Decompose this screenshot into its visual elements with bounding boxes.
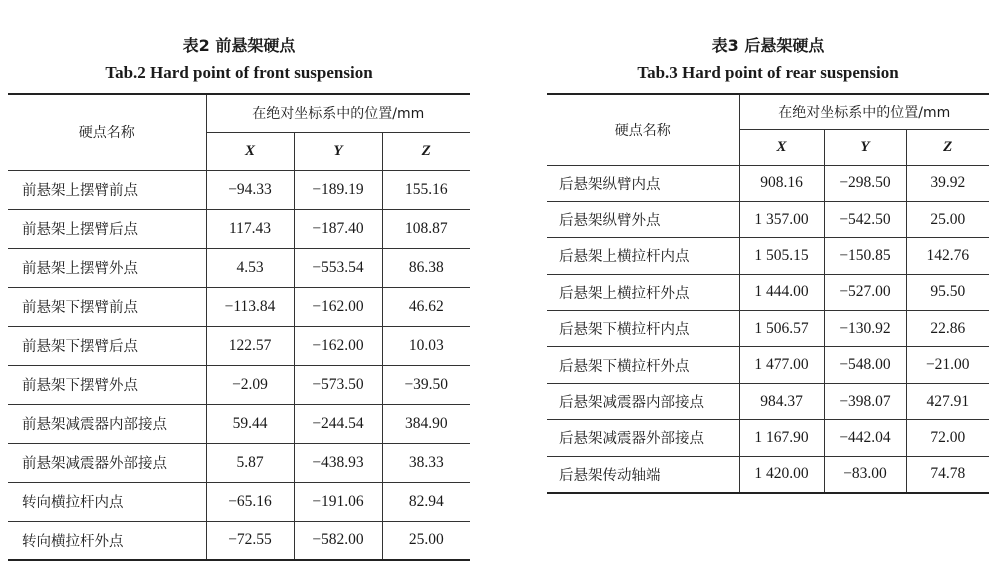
- y-value-cell: −191.06: [294, 482, 382, 521]
- header-position: 在绝对坐标系中的位置/mm: [206, 94, 470, 132]
- hardpoint-name-cell: 后悬架上横拉杆内点: [547, 238, 739, 274]
- hardpoint-name-cell: 前悬架上摆臂后点: [8, 209, 206, 248]
- header-hardpoint-name: 硬点名称: [8, 94, 206, 170]
- x-value-cell: 117.43: [206, 209, 294, 248]
- y-value-cell: −244.54: [294, 404, 382, 443]
- hardpoint-name-cell: 后悬架上横拉杆外点: [547, 274, 739, 310]
- z-value-cell: 95.50: [906, 274, 989, 310]
- y-value-cell: −189.19: [294, 170, 382, 209]
- x-value-cell: 1 477.00: [739, 347, 824, 383]
- y-value-cell: −162.00: [294, 326, 382, 365]
- table-row: [547, 238, 989, 274]
- x-value-cell: 1 167.90: [739, 420, 824, 456]
- x-value-cell: −94.33: [206, 170, 294, 209]
- header-axis-y: Y: [824, 129, 906, 165]
- table-row: [8, 287, 470, 326]
- hardpoint-name-cell: 前悬架下摆臂前点: [8, 287, 206, 326]
- z-value-cell: 82.94: [382, 482, 470, 521]
- y-value-cell: −162.00: [294, 287, 382, 326]
- y-value-cell: −187.40: [294, 209, 382, 248]
- table3-body: [547, 165, 989, 493]
- x-value-cell: 1 420.00: [739, 456, 824, 492]
- x-value-cell: 1 444.00: [739, 274, 824, 310]
- table2-caption-en: Tab.2 Hard point of front suspension: [105, 63, 373, 82]
- table-row: [547, 383, 989, 419]
- z-value-cell: 72.00: [906, 420, 989, 456]
- table3-caption-en: Tab.3 Hard point of rear suspension: [637, 63, 899, 82]
- y-value-cell: −442.04: [824, 420, 906, 456]
- header-axis-z: Z: [906, 129, 989, 165]
- table-row: [547, 201, 989, 237]
- x-value-cell: 1 505.15: [739, 238, 824, 274]
- y-value-cell: −542.50: [824, 201, 906, 237]
- hardpoint-name-cell: 后悬架传动轴端: [547, 456, 739, 492]
- header-hardpoint-name: 硬点名称: [547, 94, 739, 165]
- table-row: [8, 170, 470, 209]
- table-row: [547, 165, 989, 201]
- z-value-cell: 427.91: [906, 383, 989, 419]
- hardpoint-name-cell: 后悬架减震器外部接点: [547, 420, 739, 456]
- hardpoint-name-cell: 前悬架减震器内部接点: [8, 404, 206, 443]
- y-value-cell: −398.07: [824, 383, 906, 419]
- front-suspension-table: [8, 93, 470, 561]
- y-value-cell: −548.00: [824, 347, 906, 383]
- z-value-cell: 39.92: [906, 165, 989, 201]
- table-row: [547, 456, 989, 492]
- z-value-cell: 86.38: [382, 248, 470, 287]
- hardpoint-name-cell: 后悬架纵臂外点: [547, 201, 739, 237]
- x-value-cell: 1 506.57: [739, 311, 824, 347]
- hardpoint-name-cell: 转向横拉杆内点: [8, 482, 206, 521]
- table-row: [547, 347, 989, 383]
- y-value-cell: −130.92: [824, 311, 906, 347]
- z-value-cell: 38.33: [382, 443, 470, 482]
- table-row: [547, 420, 989, 456]
- rear-suspension-table: [547, 93, 989, 494]
- y-value-cell: −553.54: [294, 248, 382, 287]
- hardpoint-name-cell: 前悬架减震器外部接点: [8, 443, 206, 482]
- x-value-cell: 5.87: [206, 443, 294, 482]
- z-value-cell: 74.78: [906, 456, 989, 492]
- y-value-cell: −527.00: [824, 274, 906, 310]
- y-value-cell: −150.85: [824, 238, 906, 274]
- table-row: [8, 365, 470, 404]
- z-value-cell: −39.50: [382, 365, 470, 404]
- x-value-cell: 122.57: [206, 326, 294, 365]
- z-value-cell: 10.03: [382, 326, 470, 365]
- x-value-cell: −2.09: [206, 365, 294, 404]
- table-row: [8, 248, 470, 287]
- hardpoint-name-cell: 转向横拉杆外点: [8, 521, 206, 560]
- z-value-cell: 22.86: [906, 311, 989, 347]
- hardpoint-name-cell: 前悬架下摆臂外点: [8, 365, 206, 404]
- x-value-cell: −113.84: [206, 287, 294, 326]
- y-value-cell: −438.93: [294, 443, 382, 482]
- z-value-cell: 25.00: [906, 201, 989, 237]
- header-axis-z: Z: [382, 132, 470, 170]
- z-value-cell: −21.00: [906, 347, 989, 383]
- hardpoint-name-cell: 后悬架下横拉杆外点: [547, 347, 739, 383]
- table3-caption-cn: 表3 后悬架硬点: [711, 36, 825, 55]
- hardpoint-name-cell: 后悬架减震器内部接点: [547, 383, 739, 419]
- hardpoint-name-cell: 前悬架上摆臂前点: [8, 170, 206, 209]
- y-value-cell: −573.50: [294, 365, 382, 404]
- hardpoint-name-cell: 后悬架下横拉杆内点: [547, 311, 739, 347]
- table-row: [8, 521, 470, 560]
- z-value-cell: 142.76: [906, 238, 989, 274]
- z-value-cell: 384.90: [382, 404, 470, 443]
- table-row: [547, 311, 989, 347]
- header-axis-y: Y: [294, 132, 382, 170]
- x-value-cell: −72.55: [206, 521, 294, 560]
- header-axis-x: X: [739, 129, 824, 165]
- hardpoint-name-cell: 前悬架上摆臂外点: [8, 248, 206, 287]
- x-value-cell: 59.44: [206, 404, 294, 443]
- x-value-cell: 1 357.00: [739, 201, 824, 237]
- y-value-cell: −298.50: [824, 165, 906, 201]
- hardpoint-name-cell: 后悬架纵臂内点: [547, 165, 739, 201]
- y-value-cell: −83.00: [824, 456, 906, 492]
- x-value-cell: 908.16: [739, 165, 824, 201]
- table-row: [8, 326, 470, 365]
- table-row: [8, 404, 470, 443]
- table-row: [8, 482, 470, 521]
- x-value-cell: −65.16: [206, 482, 294, 521]
- header-axis-x: X: [206, 132, 294, 170]
- hardpoint-name-cell: 前悬架下摆臂后点: [8, 326, 206, 365]
- z-value-cell: 108.87: [382, 209, 470, 248]
- table2-caption-cn: 表2 前悬架硬点: [182, 36, 296, 55]
- table-row: [8, 443, 470, 482]
- table2-body: [8, 170, 470, 560]
- x-value-cell: 984.37: [739, 383, 824, 419]
- z-value-cell: 46.62: [382, 287, 470, 326]
- z-value-cell: 25.00: [382, 521, 470, 560]
- x-value-cell: 4.53: [206, 248, 294, 287]
- header-position: 在绝对坐标系中的位置/mm: [739, 94, 989, 129]
- table-row: [8, 209, 470, 248]
- y-value-cell: −582.00: [294, 521, 382, 560]
- table-row: [547, 274, 989, 310]
- z-value-cell: 155.16: [382, 170, 470, 209]
